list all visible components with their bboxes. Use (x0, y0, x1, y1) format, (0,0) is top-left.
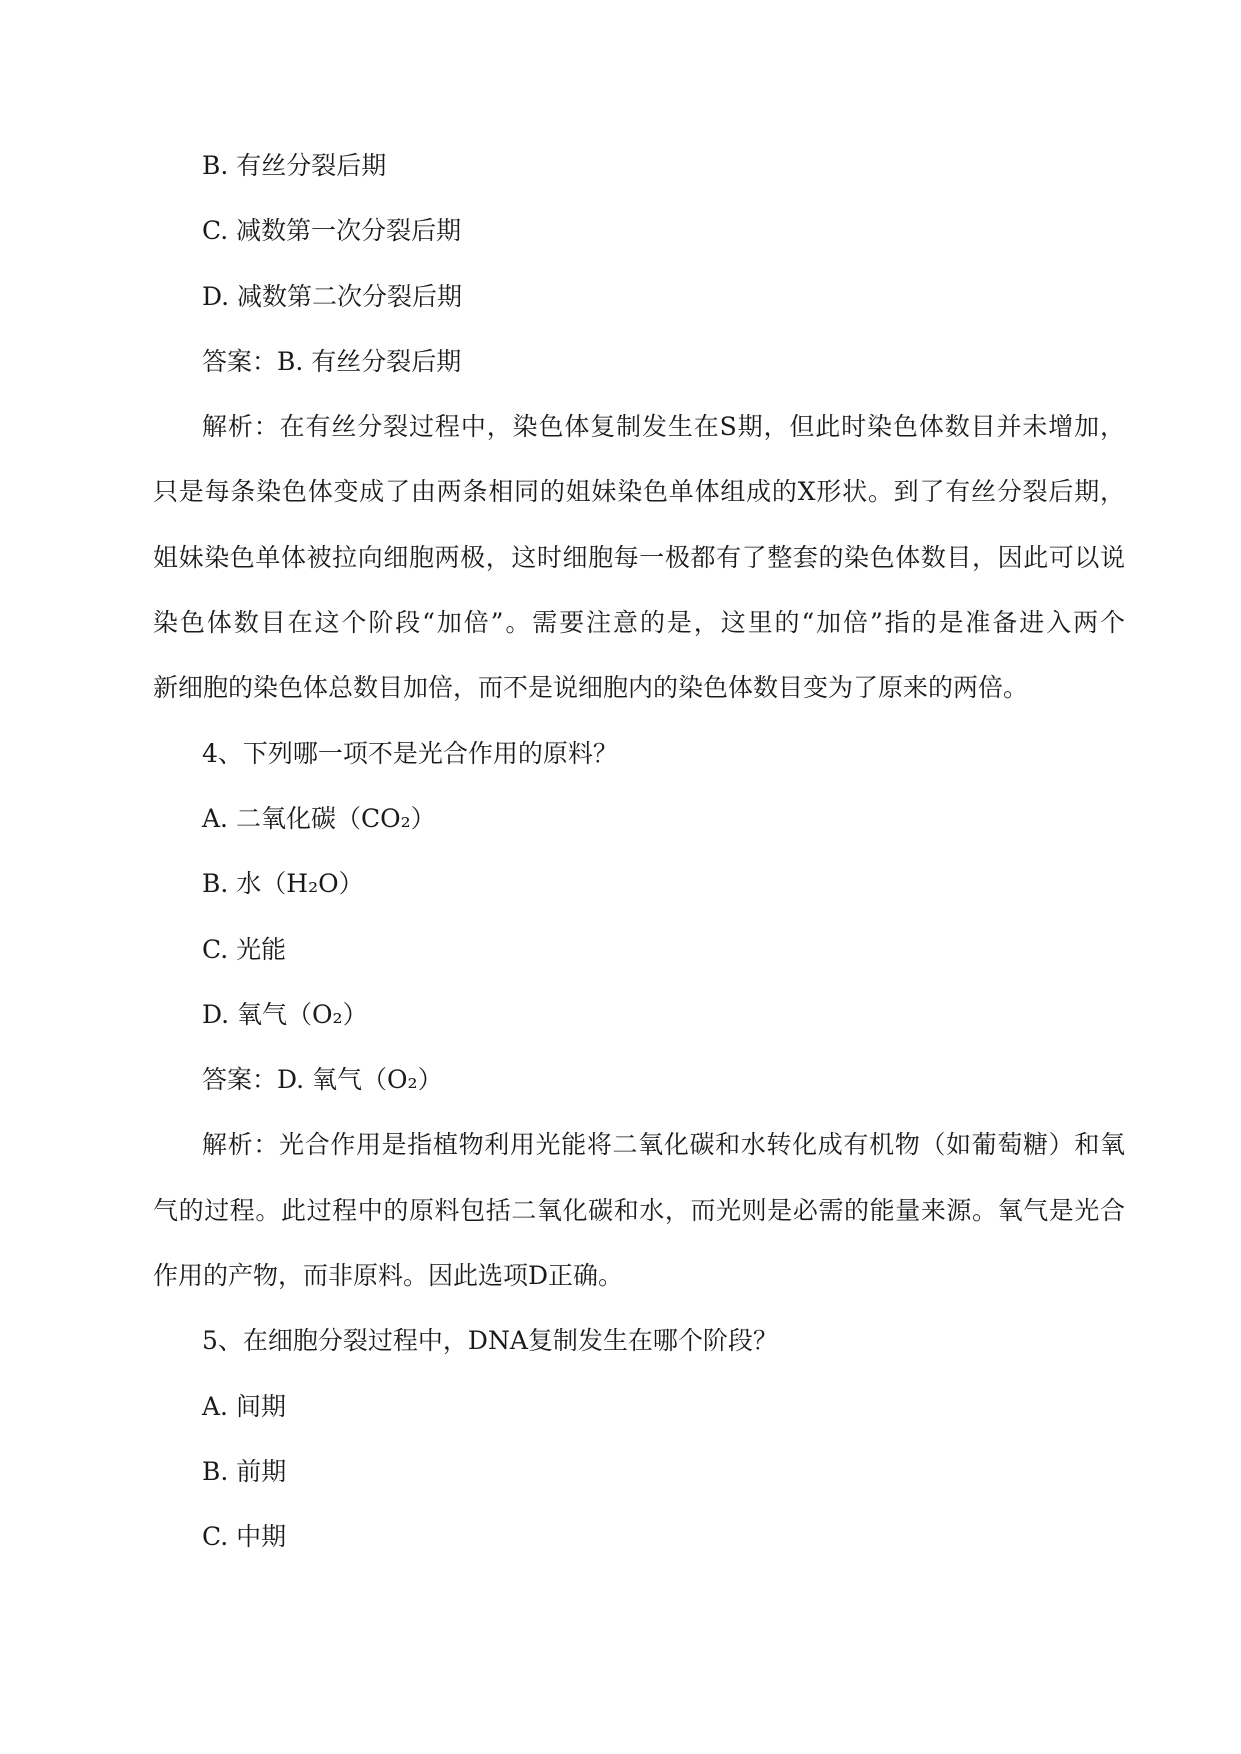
analysis-line: 解析：光合作用是指植物利用光能将二氧化碳和水转化成有机物（如葡萄糖）和氧 (202, 1130, 1125, 1160)
question-text: 4、下列哪一项不是光合作用的原料？ (202, 738, 618, 768)
question-3-continued (153, 133, 1125, 721)
option-b: B. 有丝分裂后期 (202, 151, 387, 180)
option-a: A. 二氧化碳（CO₂） (202, 803, 436, 833)
analysis-line: 新细胞的染色体总数目加倍，而不是说细胞内的染色体数目变为了原来的两倍。 (153, 673, 1029, 703)
answer-line: 答案：D. 氧气（O₂） (202, 1065, 443, 1095)
analysis-line: 解析：在有丝分裂过程中，染色体复制发生在S期，但此时染色体数目并未增加， (202, 412, 1125, 442)
question-4 (153, 721, 1125, 1309)
question-text: 5、在细胞分裂过程中，DNA复制发生在哪个阶段？ (202, 1326, 778, 1356)
analysis-line: 染色体数目在这个阶段“加倍”。需要注意的是，这里的“加倍”指的是准备进入两个 (153, 608, 1125, 638)
analysis-paragraph (153, 394, 1125, 720)
analysis-paragraph (153, 1112, 1125, 1308)
option-b: B. 前期 (202, 1456, 287, 1486)
answer-line: 答案：B. 有丝分裂后期 (202, 346, 462, 376)
option-c: C. 减数第一次分裂后期 (202, 216, 462, 246)
analysis-line: 姐妹染色单体被拉向细胞两极，这时细胞每一极都有了整套的染色体数目，因此可以说 (153, 542, 1125, 572)
analysis-line: 气的过程。此过程中的原料包括二氧化碳和水，而光则是必需的能量来源。氧气是光合 (153, 1195, 1125, 1225)
analysis-line: 作用的产物，而非原料。因此选项D正确。 (153, 1261, 624, 1291)
option-d: D. 减数第二次分裂后期 (202, 281, 463, 311)
option-d: D. 氧气（O₂） (202, 999, 368, 1029)
analysis-line: 只是每条染色体变成了由两条相同的姐妹染色单体组成的X形状。到了有丝分裂后期， (153, 477, 1125, 507)
question-5 (153, 1308, 1125, 1569)
option-c: C. 光能 (202, 934, 287, 964)
option-c: C. 中期 (202, 1522, 287, 1552)
option-a: A. 间期 (202, 1391, 286, 1421)
option-b: B. 水（H₂O） (202, 869, 364, 899)
